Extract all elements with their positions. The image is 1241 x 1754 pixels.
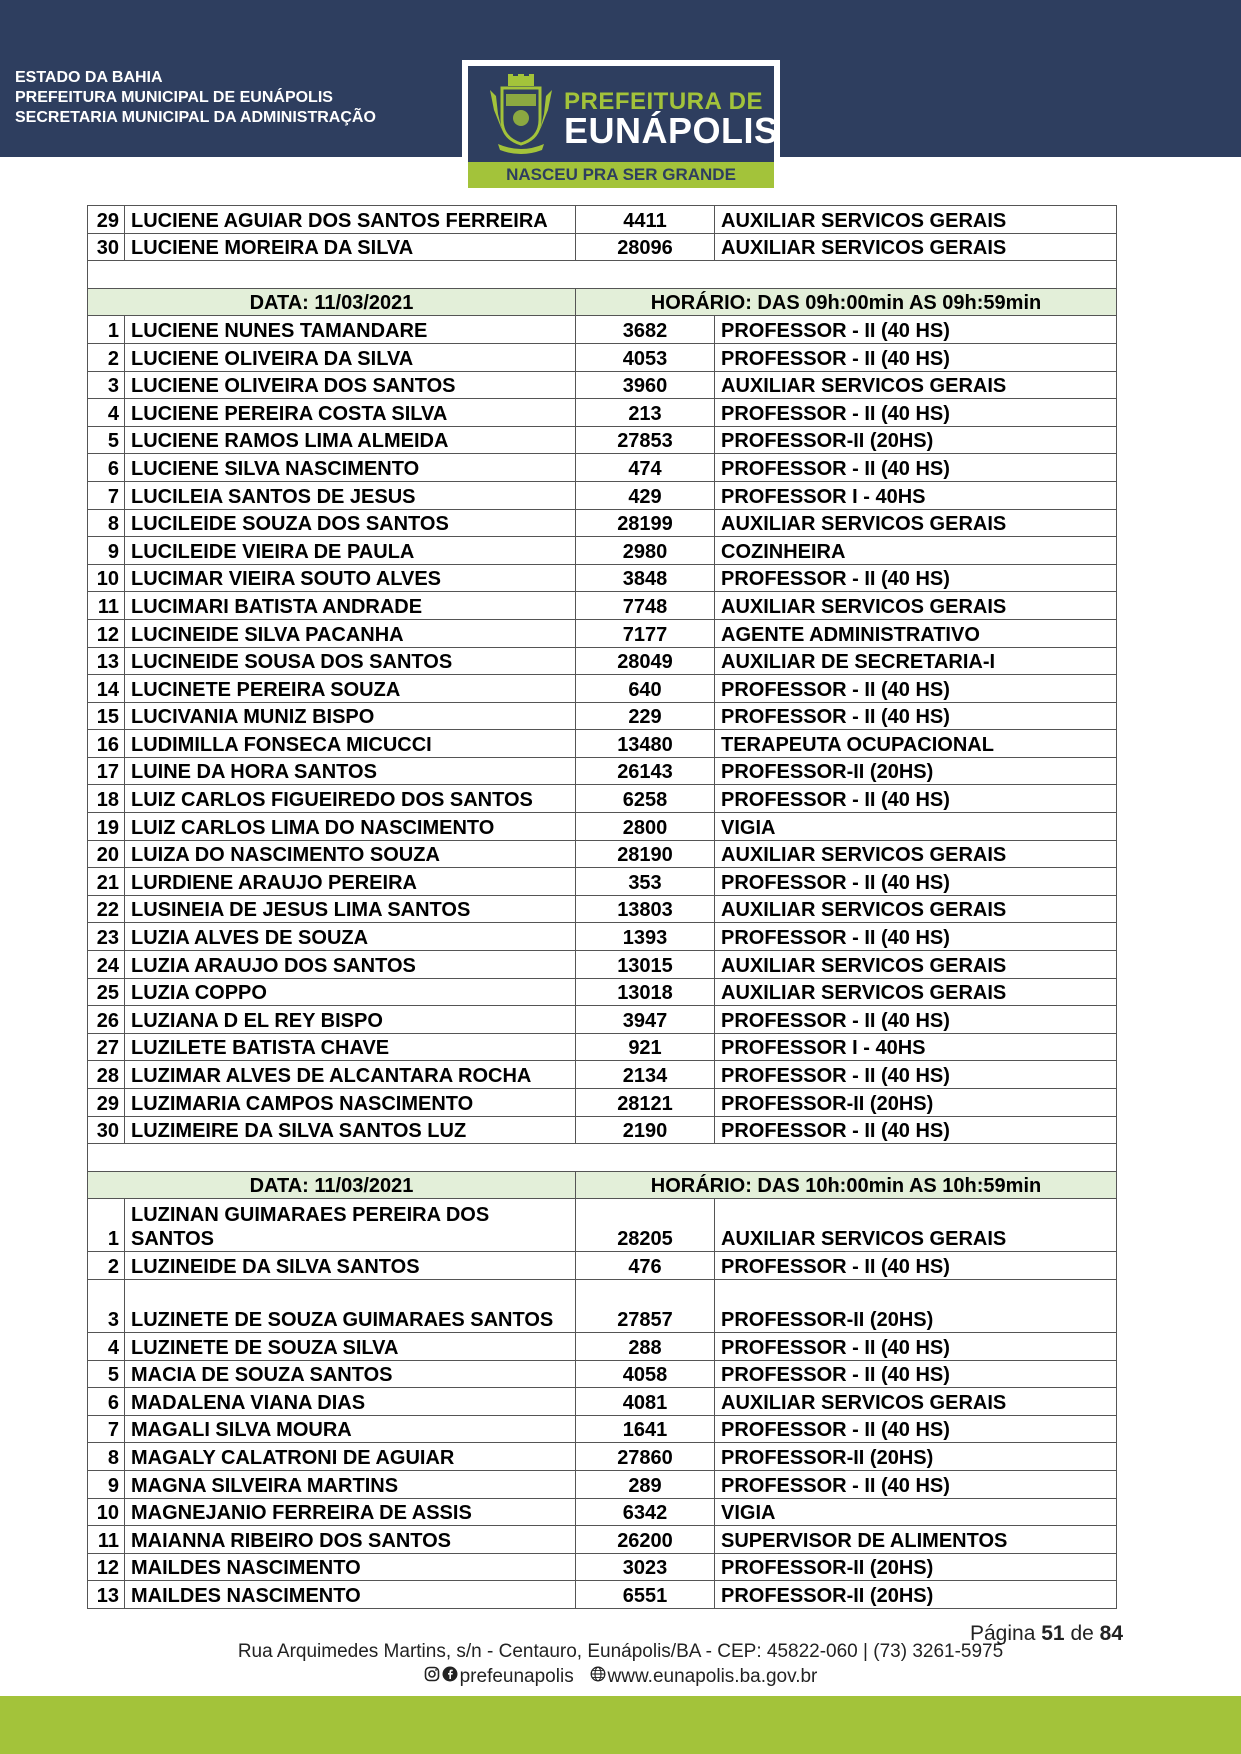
employee-name: MAILDES NASCIMENTO <box>125 1553 576 1581</box>
table-row <box>88 316 1117 344</box>
job-title: PROFESSOR-II (20HS) <box>715 757 1117 785</box>
row-number: 15 <box>88 702 125 730</box>
schedule-date: DATA: 11/03/2021 <box>88 1171 576 1199</box>
row-number: 30 <box>88 1116 125 1144</box>
row-number: 2 <box>88 343 125 371</box>
registration-number: 2190 <box>576 1116 715 1144</box>
table-row <box>88 923 1117 951</box>
convocation-table <box>87 205 1117 1609</box>
row-number: 18 <box>88 785 125 813</box>
employee-name: LUZIA ALVES DE SOUZA <box>125 923 576 951</box>
employee-name: LUZIA ARAUJO DOS SANTOS <box>125 951 576 979</box>
registration-number: 27860 <box>576 1443 715 1471</box>
registration-number: 476 <box>576 1252 715 1280</box>
spacer-row <box>88 1144 1117 1172</box>
registration-number: 229 <box>576 702 715 730</box>
row-number: 10 <box>88 1498 125 1526</box>
header-institution <box>15 68 376 128</box>
table-row <box>88 1553 1117 1581</box>
employee-name: MAGNEJANIO FERREIRA DE ASSIS <box>125 1498 576 1526</box>
page-label: Página <box>970 1622 1036 1645</box>
registration-number: 288 <box>576 1332 715 1360</box>
employee-name: LUZIANA D EL REY BISPO <box>125 1006 576 1034</box>
employee-name: LUCINEIDE SOUSA DOS SANTOS <box>125 647 576 675</box>
job-title: AUXILIAR SERVICOS GERAIS <box>715 1199 1117 1252</box>
registration-number: 640 <box>576 675 715 703</box>
employee-name: LUCIENE MOREIRA DA SILVA <box>125 233 576 261</box>
registration-number: 13803 <box>576 895 715 923</box>
table-row <box>88 1199 1117 1252</box>
job-title: AUXILIAR SERVICOS GERAIS <box>715 206 1117 234</box>
job-title: PROFESSOR - II (40 HS) <box>715 702 1117 730</box>
table-row <box>88 509 1117 537</box>
table-row <box>88 426 1117 454</box>
job-title: AUXILIAR DE SECRETARIA-I <box>715 647 1117 675</box>
job-title: PROFESSOR I - 40HS <box>715 1033 1117 1061</box>
employee-name: LUCILEIDE VIEIRA DE PAULA <box>125 537 576 565</box>
table-row <box>88 702 1117 730</box>
row-number: 3 <box>88 1279 125 1332</box>
row-number: 30 <box>88 233 125 261</box>
logo-slogan: NASCEU PRA SER GRANDE <box>468 162 774 188</box>
employee-name: MADALENA VIANA DIAS <box>125 1388 576 1416</box>
job-title: PROFESSOR - II (40 HS) <box>715 785 1117 813</box>
employee-name: LUSINEIA DE JESUS LIMA SANTOS <box>125 895 576 923</box>
row-number: 13 <box>88 1581 125 1609</box>
table-row <box>88 978 1117 1006</box>
table-row <box>88 868 1117 896</box>
registration-number: 213 <box>576 399 715 427</box>
table-row <box>88 1526 1117 1554</box>
employee-name: LUCIENE OLIVEIRA DOS SANTOS <box>125 371 576 399</box>
registration-number: 13015 <box>576 951 715 979</box>
social-handle: prefeunapolis <box>459 1666 574 1688</box>
table-row <box>88 371 1117 399</box>
table-row <box>88 1252 1117 1280</box>
employee-name: LUZINETE DE SOUZA GUIMARAES SANTOS <box>125 1279 576 1332</box>
job-title: AUXILIAR SERVICOS GERAIS <box>715 1388 1117 1416</box>
row-number: 28 <box>88 1061 125 1089</box>
table-row <box>88 1033 1117 1061</box>
employee-name: LUZIMARIA CAMPOS NASCIMENTO <box>125 1089 576 1117</box>
row-number: 1 <box>88 1199 125 1252</box>
row-number: 8 <box>88 509 125 537</box>
job-title: PROFESSOR - II (40 HS) <box>715 1061 1117 1089</box>
spacer-row <box>88 261 1117 289</box>
job-title: PROFESSOR-II (20HS) <box>715 1089 1117 1117</box>
employee-name: LUCIENE RAMOS LIMA ALMEIDA <box>125 426 576 454</box>
row-number: 9 <box>88 1470 125 1498</box>
job-title: PROFESSOR - II (40 HS) <box>715 1006 1117 1034</box>
row-number: 4 <box>88 399 125 427</box>
row-number: 5 <box>88 426 125 454</box>
job-title: PROFESSOR - II (40 HS) <box>715 923 1117 951</box>
employee-name: LUCINETE PEREIRA SOUZA <box>125 675 576 703</box>
employee-name: LUCIMARI BATISTA ANDRADE <box>125 592 576 620</box>
registration-number: 2980 <box>576 537 715 565</box>
registration-number: 4411 <box>576 206 715 234</box>
employee-name: LUIZ CARLOS FIGUEIREDO DOS SANTOS <box>125 785 576 813</box>
table-row <box>88 537 1117 565</box>
spacer-cell <box>88 1144 1117 1172</box>
table-row <box>88 1470 1117 1498</box>
registration-number: 1641 <box>576 1415 715 1443</box>
employee-name: MAILDES NASCIMENTO <box>125 1581 576 1609</box>
job-title: PROFESSOR-II (20HS) <box>715 1279 1117 1332</box>
table-row <box>88 1443 1117 1471</box>
table-row <box>88 785 1117 813</box>
row-number: 29 <box>88 1089 125 1117</box>
row-number: 26 <box>88 1006 125 1034</box>
table-row <box>88 647 1117 675</box>
website-link[interactable]: www.eunapolis.ba.gov.br <box>607 1666 818 1688</box>
registration-number: 6551 <box>576 1581 715 1609</box>
row-number: 12 <box>88 1553 125 1581</box>
employee-name: LUCIENE SILVA NASCIMENTO <box>125 454 576 482</box>
row-number: 11 <box>88 592 125 620</box>
job-title: PROFESSOR - II (40 HS) <box>715 1116 1117 1144</box>
job-title: PROFESSOR-II (20HS) <box>715 1553 1117 1581</box>
employee-name: LUCIENE AGUIAR DOS SANTOS FERREIRA <box>125 206 576 234</box>
table-row <box>88 206 1117 234</box>
row-number: 9 <box>88 537 125 565</box>
job-title: VIGIA <box>715 1498 1117 1526</box>
table-row <box>88 233 1117 261</box>
row-number: 27 <box>88 1033 125 1061</box>
employee-name: LUCILEIDE SOUZA DOS SANTOS <box>125 509 576 537</box>
registration-number: 3947 <box>576 1006 715 1034</box>
table-row <box>88 1581 1117 1609</box>
instagram-icon <box>424 1666 440 1688</box>
employee-name: LUCIVANIA MUNIZ BISPO <box>125 702 576 730</box>
row-number: 20 <box>88 840 125 868</box>
row-number: 21 <box>88 868 125 896</box>
table-row <box>88 1279 1117 1332</box>
job-title: AUXILIAR SERVICOS GERAIS <box>715 509 1117 537</box>
table-row <box>88 951 1117 979</box>
job-title: PROFESSOR - II (40 HS) <box>715 1360 1117 1388</box>
job-title: SUPERVISOR DE ALIMENTOS <box>715 1526 1117 1554</box>
row-number: 19 <box>88 813 125 841</box>
job-title: AUXILIAR SERVICOS GERAIS <box>715 371 1117 399</box>
coat-of-arms-icon <box>488 74 554 156</box>
registration-number: 921 <box>576 1033 715 1061</box>
row-number: 29 <box>88 206 125 234</box>
registration-number: 3848 <box>576 564 715 592</box>
header-secretaria: SECRETARIA MUNICIPAL DA ADMINISTRAÇÃO <box>15 109 376 126</box>
prefeitura-logo <box>462 60 780 192</box>
footer-address: Rua Arquimedes Martins, s/n - Centauro, Eunápolis/BA - CEP: 45822-060 | (73) 3261-5975 <box>237 1641 1004 1662</box>
employee-name: LUCILEIA SANTOS DE JESUS <box>125 481 576 509</box>
table-row <box>88 730 1117 758</box>
row-number: 7 <box>88 1415 125 1443</box>
job-title: AUXILIAR SERVICOS GERAIS <box>715 233 1117 261</box>
table-row <box>88 1116 1117 1144</box>
row-number: 8 <box>88 1443 125 1471</box>
employee-name: LUCINEIDE SILVA PACANHA <box>125 619 576 647</box>
registration-number: 7748 <box>576 592 715 620</box>
employee-name: LUZILETE BATISTA CHAVE <box>125 1033 576 1061</box>
job-title: AUXILIAR SERVICOS GERAIS <box>715 951 1117 979</box>
registration-number: 1393 <box>576 923 715 951</box>
job-title: PROFESSOR - II (40 HS) <box>715 399 1117 427</box>
registration-number: 7177 <box>576 619 715 647</box>
schedule-header-row <box>88 1171 1117 1199</box>
table-row <box>88 343 1117 371</box>
registration-number: 13018 <box>576 978 715 1006</box>
job-title: PROFESSOR-II (20HS) <box>715 426 1117 454</box>
schedule-date: DATA: 11/03/2021 <box>88 288 576 316</box>
row-number: 4 <box>88 1332 125 1360</box>
employee-name: LUZINEIDE DA SILVA SANTOS <box>125 1252 576 1280</box>
table-row <box>88 675 1117 703</box>
table-body <box>88 206 1117 1609</box>
table-row <box>88 1332 1117 1360</box>
registration-number: 13480 <box>576 730 715 758</box>
employee-name: LUCIENE PEREIRA COSTA SILVA <box>125 399 576 427</box>
row-number: 13 <box>88 647 125 675</box>
table-row <box>88 757 1117 785</box>
job-title: PROFESSOR - II (40 HS) <box>715 1415 1117 1443</box>
employee-name: LUINE DA HORA SANTOS <box>125 757 576 785</box>
registration-number: 3023 <box>576 1553 715 1581</box>
job-title: PROFESSOR - II (40 HS) <box>715 454 1117 482</box>
employee-name: MACIA DE SOUZA SANTOS <box>125 1360 576 1388</box>
table-row <box>88 1089 1117 1117</box>
job-title: AUXILIAR SERVICOS GERAIS <box>715 840 1117 868</box>
job-title: PROFESSOR - II (40 HS) <box>715 868 1117 896</box>
table-row <box>88 840 1117 868</box>
footer-band <box>0 1696 1241 1754</box>
registration-number: 429 <box>576 481 715 509</box>
row-number: 17 <box>88 757 125 785</box>
registration-number: 28205 <box>576 1199 715 1252</box>
registration-number: 28199 <box>576 509 715 537</box>
job-title: PROFESSOR I - 40HS <box>715 481 1117 509</box>
employee-name: LUZIA COPPO <box>125 978 576 1006</box>
table-row <box>88 813 1117 841</box>
table-row <box>88 1360 1117 1388</box>
job-title: PROFESSOR - II (40 HS) <box>715 564 1117 592</box>
table-row <box>88 895 1117 923</box>
table-row <box>88 1498 1117 1526</box>
employee-name: LUZIMAR ALVES DE ALCANTARA ROCHA <box>125 1061 576 1089</box>
registration-number: 28121 <box>576 1089 715 1117</box>
row-number: 14 <box>88 675 125 703</box>
row-number: 5 <box>88 1360 125 1388</box>
employee-name: MAGNA SILVEIRA MARTINS <box>125 1470 576 1498</box>
registration-number: 28190 <box>576 840 715 868</box>
employee-name: LUZINETE DE SOUZA SILVA <box>125 1332 576 1360</box>
table-row <box>88 592 1117 620</box>
schedule-header-row <box>88 288 1117 316</box>
job-title: AUXILIAR SERVICOS GERAIS <box>715 592 1117 620</box>
row-number: 3 <box>88 371 125 399</box>
employee-name: LUZIMEIRE DA SILVA SANTOS LUZ <box>125 1116 576 1144</box>
employee-name: MAGALI SILVA MOURA <box>125 1415 576 1443</box>
registration-number: 4058 <box>576 1360 715 1388</box>
page-of: de <box>1070 1622 1094 1645</box>
job-title: PROFESSOR - II (40 HS) <box>715 1252 1117 1280</box>
page-current: 51 <box>1041 1622 1065 1645</box>
job-title: PROFESSOR - II (40 HS) <box>715 1470 1117 1498</box>
job-title: PROFESSOR - II (40 HS) <box>715 675 1117 703</box>
registration-number: 289 <box>576 1470 715 1498</box>
registration-number: 2134 <box>576 1061 715 1089</box>
registration-number: 28096 <box>576 233 715 261</box>
registration-number: 26143 <box>576 757 715 785</box>
job-title: AUXILIAR SERVICOS GERAIS <box>715 978 1117 1006</box>
registration-number: 28049 <box>576 647 715 675</box>
header-state: ESTADO DA BAHIA <box>15 69 163 86</box>
employee-name: LUDIMILLA FONSECA MICUCCI <box>125 730 576 758</box>
job-title: AGENTE ADMINISTRATIVO <box>715 619 1117 647</box>
table-row <box>88 1061 1117 1089</box>
registration-number: 6258 <box>576 785 715 813</box>
facebook-icon <box>442 1666 458 1688</box>
table-row <box>88 481 1117 509</box>
employee-name: LUZINAN GUIMARAES PEREIRA DOS SANTOS <box>125 1199 576 1252</box>
spacer-cell <box>88 261 1117 289</box>
globe-icon <box>590 1666 606 1688</box>
job-title: PROFESSOR - II (40 HS) <box>715 316 1117 344</box>
job-title: VIGIA <box>715 813 1117 841</box>
table-row <box>88 399 1117 427</box>
employee-name: LUCIENE OLIVEIRA DA SILVA <box>125 343 576 371</box>
table-row <box>88 1415 1117 1443</box>
employee-name: LUIZ CARLOS LIMA DO NASCIMENTO <box>125 813 576 841</box>
job-title: TERAPEUTA OCUPACIONAL <box>715 730 1117 758</box>
registration-number: 2800 <box>576 813 715 841</box>
table-row <box>88 619 1117 647</box>
schedule-time: HORÁRIO: DAS 10h:00min AS 10h:59min <box>576 1171 1117 1199</box>
row-number: 1 <box>88 316 125 344</box>
registration-number: 3960 <box>576 371 715 399</box>
registration-number: 353 <box>576 868 715 896</box>
job-title: PROFESSOR-II (20HS) <box>715 1581 1117 1609</box>
row-number: 11 <box>88 1526 125 1554</box>
registration-number: 26200 <box>576 1526 715 1554</box>
registration-number: 4053 <box>576 343 715 371</box>
job-title: PROFESSOR - II (40 HS) <box>715 343 1117 371</box>
employee-name: MAGALY CALATRONI DE AGUIAR <box>125 1443 576 1471</box>
job-title: PROFESSOR - II (40 HS) <box>715 1332 1117 1360</box>
employee-name: LUIZA DO NASCIMENTO SOUZA <box>125 840 576 868</box>
row-number: 2 <box>88 1252 125 1280</box>
registration-number: 4081 <box>576 1388 715 1416</box>
row-number: 23 <box>88 923 125 951</box>
table-row <box>88 1006 1117 1034</box>
header-prefeitura: PREFEITURA MUNICIPAL DE EUNÁPOLIS <box>15 89 333 106</box>
page-total: 84 <box>1099 1622 1123 1645</box>
footer-social <box>0 1666 1241 1688</box>
row-number: 7 <box>88 481 125 509</box>
row-number: 16 <box>88 730 125 758</box>
row-number: 6 <box>88 1388 125 1416</box>
table-row <box>88 1388 1117 1416</box>
registration-number: 6342 <box>576 1498 715 1526</box>
table-row <box>88 564 1117 592</box>
job-title: AUXILIAR SERVICOS GERAIS <box>715 895 1117 923</box>
row-number: 24 <box>88 951 125 979</box>
registration-number: 27853 <box>576 426 715 454</box>
logo-title-line2: EUNÁPOLIS <box>564 110 779 151</box>
registration-number: 3682 <box>576 316 715 344</box>
row-number: 25 <box>88 978 125 1006</box>
employee-name: LUCIMAR VIEIRA SOUTO ALVES <box>125 564 576 592</box>
logo-title-line1: PREFEITURA DE <box>564 88 763 115</box>
job-title: COZINHEIRA <box>715 537 1117 565</box>
row-number: 22 <box>88 895 125 923</box>
logo-panel <box>468 66 779 162</box>
employee-name: LURDIENE ARAUJO PEREIRA <box>125 868 576 896</box>
table-row <box>88 454 1117 482</box>
employee-name: LUCIENE NUNES TAMANDARE <box>125 316 576 344</box>
row-number: 12 <box>88 619 125 647</box>
row-number: 6 <box>88 454 125 482</box>
row-number: 10 <box>88 564 125 592</box>
registration-number: 27857 <box>576 1279 715 1332</box>
schedule-time: HORÁRIO: DAS 09h:00min AS 09h:59min <box>576 288 1117 316</box>
job-title: PROFESSOR-II (20HS) <box>715 1443 1117 1471</box>
employee-name: MAIANNA RIBEIRO DOS SANTOS <box>125 1526 576 1554</box>
registration-number: 474 <box>576 454 715 482</box>
